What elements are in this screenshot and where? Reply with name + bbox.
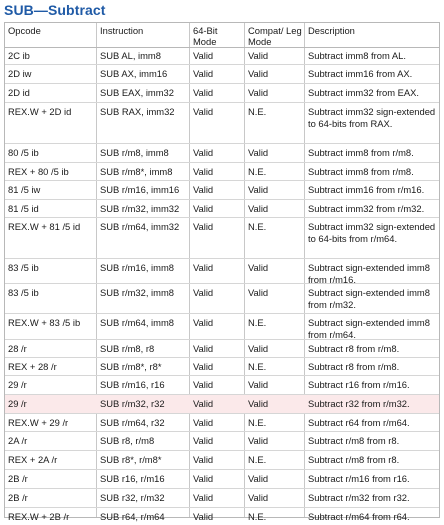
- cell-compat-mode: N.E.: [248, 317, 267, 328]
- cell-instruction: SUB r/m64, imm32: [100, 221, 180, 232]
- cell-instruction: SUB r/m16, imm8: [100, 262, 174, 273]
- cell-description: Subtract r8 from r/m8.: [308, 361, 400, 372]
- cell-instruction: SUB r/m64, imm8: [100, 317, 174, 328]
- cell-64bit-mode: Valid: [193, 106, 214, 117]
- cell-compat-mode: Valid: [248, 68, 269, 79]
- cell-64bit-mode: Valid: [193, 287, 214, 298]
- table-row: [5, 314, 439, 340]
- header-compat-leg-mode: Compat/ Leg Mode: [248, 25, 302, 47]
- cell-instruction: SUB r/m8*, r8*: [100, 361, 162, 372]
- table-row: [5, 200, 439, 218]
- cell-compat-mode: Valid: [248, 492, 269, 503]
- cell-instruction: SUB r/m8, imm8: [100, 147, 169, 158]
- cell-64bit-mode: Valid: [193, 166, 214, 177]
- cell-compat-mode: Valid: [248, 262, 269, 273]
- cell-opcode: 81 /5 id: [8, 203, 39, 214]
- cell-opcode: 28 /r: [8, 343, 27, 354]
- cell-opcode: 29 /r: [8, 379, 27, 390]
- cell-compat-mode: Valid: [248, 50, 269, 61]
- table-row: [5, 47, 439, 65]
- cell-opcode: REX.W + 81 /5 id: [8, 221, 81, 232]
- cell-64bit-mode: Valid: [193, 203, 214, 214]
- cell-instruction: SUB r8*, r/m8*: [100, 454, 162, 465]
- table-row: [5, 84, 439, 103]
- table-row: [5, 508, 439, 525]
- cell-instruction: SUB AL, imm8: [100, 50, 161, 61]
- cell-description: Subtract sign-extended imm8 from r/m64.: [308, 317, 430, 340]
- table-row: [5, 376, 439, 395]
- table-row: [5, 259, 439, 284]
- cell-description: Subtract imm16 from r/m16.: [308, 184, 425, 195]
- cell-compat-mode: N.E.: [248, 361, 267, 372]
- header-instruction: Instruction: [100, 25, 144, 36]
- cell-compat-mode: Valid: [248, 203, 269, 214]
- cell-instruction: SUB r32, r/m32: [100, 492, 165, 503]
- cell-opcode: REX.W + 29 /r: [8, 417, 69, 428]
- cell-description: Subtract imm16 from AX.: [308, 68, 413, 79]
- cell-instruction: SUB r/m16, imm16: [100, 184, 180, 195]
- cell-compat-mode: N.E.: [248, 454, 267, 465]
- cell-description: Subtract imm32 from EAX.: [308, 87, 419, 98]
- cell-64bit-mode: Valid: [193, 343, 214, 354]
- header-64bit-mode: 64-Bit Mode: [193, 25, 218, 47]
- cell-compat-mode: Valid: [248, 379, 269, 390]
- cell-instruction: SUB r64, r/m64: [100, 511, 165, 522]
- cell-64bit-mode: Valid: [193, 87, 214, 98]
- cell-instruction: SUB r8, r/m8: [100, 435, 155, 446]
- table-row: [5, 65, 439, 84]
- cell-description: Subtract r/m32 from r32.: [308, 492, 410, 503]
- cell-opcode: 29 /r: [8, 398, 27, 409]
- cell-instruction: SUB r/m8*, imm8: [100, 166, 173, 177]
- cell-description: Subtract r64 from r/m64.: [308, 417, 410, 428]
- cell-opcode: REX + 80 /5 ib: [8, 166, 69, 177]
- cell-instruction: SUB r16, r/m16: [100, 473, 165, 484]
- cell-64bit-mode: Valid: [193, 262, 214, 273]
- cell-description: Subtract sign-extended imm8 from r/m16.: [308, 262, 430, 285]
- header-opcode: Opcode: [8, 25, 41, 36]
- cell-64bit-mode: Valid: [193, 511, 214, 522]
- cell-opcode: 83 /5 ib: [8, 262, 39, 273]
- cell-description: Subtract imm32 from r/m32.: [308, 203, 425, 214]
- cell-opcode: 2B /r: [8, 473, 28, 484]
- opcode-table: [4, 22, 440, 522]
- cell-instruction: SUB EAX, imm32: [100, 87, 174, 98]
- cell-opcode: REX.W + 2B /r: [8, 511, 70, 522]
- cell-description: Subtract r/m8 from r8.: [308, 454, 400, 465]
- cell-opcode: 83 /5 ib: [8, 287, 39, 298]
- cell-description: Subtract r/m64 from r64.: [308, 511, 410, 522]
- cell-64bit-mode: Valid: [193, 492, 214, 503]
- header-description: Description: [308, 25, 355, 36]
- cell-64bit-mode: Valid: [193, 435, 214, 446]
- cell-64bit-mode: Valid: [193, 454, 214, 465]
- cell-compat-mode: N.E.: [248, 417, 267, 428]
- cell-description: Subtract r16 from r/m16.: [308, 379, 410, 390]
- cell-description: Subtract imm32 sign-extended to 64-bits from r/m64.: [308, 221, 436, 244]
- cell-opcode: 2C ib: [8, 50, 30, 61]
- cell-64bit-mode: Valid: [193, 361, 214, 372]
- cell-compat-mode: Valid: [248, 343, 269, 354]
- cell-64bit-mode: Valid: [193, 379, 214, 390]
- cell-compat-mode: Valid: [248, 287, 269, 298]
- cell-64bit-mode: Valid: [193, 68, 214, 79]
- cell-instruction: SUB r/m32, imm8: [100, 287, 174, 298]
- cell-64bit-mode: Valid: [193, 147, 214, 158]
- table-row: [5, 163, 439, 181]
- cell-64bit-mode: Valid: [193, 317, 214, 328]
- cell-compat-mode: N.E.: [248, 106, 267, 117]
- table-row: [5, 395, 439, 414]
- cell-compat-mode: N.E.: [248, 166, 267, 177]
- cell-description: Subtract imm8 from r/m8.: [308, 147, 414, 158]
- page-title: SUB—Subtract: [4, 2, 106, 18]
- cell-opcode: 2A /r: [8, 435, 28, 446]
- cell-opcode: REX + 2A /r: [8, 454, 58, 465]
- cell-instruction: SUB AX, imm16: [100, 68, 168, 79]
- table-row: [5, 358, 439, 376]
- table-row: [5, 218, 439, 259]
- table-row: [5, 414, 439, 432]
- cell-instruction: SUB r/m32, imm32: [100, 203, 180, 214]
- cell-64bit-mode: Valid: [193, 473, 214, 484]
- cell-instruction: SUB r/m8, r8: [100, 343, 155, 354]
- cell-compat-mode: Valid: [248, 398, 269, 409]
- cell-instruction: SUB r/m16, r16: [100, 379, 165, 390]
- cell-description: Subtract imm32 sign-extended to 64-bits from RAX.: [308, 106, 436, 129]
- cell-64bit-mode: Valid: [193, 221, 214, 232]
- cell-instruction: SUB RAX, imm32: [100, 106, 175, 117]
- cell-compat-mode: Valid: [248, 435, 269, 446]
- cell-64bit-mode: Valid: [193, 184, 214, 195]
- cell-opcode: 80 /5 ib: [8, 147, 39, 158]
- cell-description: Subtract r/m8 from r8.: [308, 435, 400, 446]
- cell-description: Subtract imm8 from r/m8.: [308, 166, 414, 177]
- cell-opcode: 2D iw: [8, 68, 32, 79]
- cell-opcode: REX.W + 2D id: [8, 106, 72, 117]
- cell-description: Subtract r32 from r/m32.: [308, 398, 410, 409]
- cell-description: Subtract r/m16 from r16.: [308, 473, 410, 484]
- cell-instruction: SUB r/m64, r32: [100, 417, 165, 428]
- cell-64bit-mode: Valid: [193, 50, 214, 61]
- cell-opcode: REX.W + 83 /5 ib: [8, 317, 81, 328]
- table-row: [5, 144, 439, 163]
- table-row: [5, 181, 439, 200]
- cell-opcode: 2B /r: [8, 492, 28, 503]
- cell-compat-mode: Valid: [248, 147, 269, 158]
- cell-opcode: 81 /5 iw: [8, 184, 41, 195]
- cell-opcode: 2D id: [8, 87, 30, 98]
- table-row: [5, 489, 439, 508]
- cell-compat-mode: Valid: [248, 87, 269, 98]
- cell-64bit-mode: Valid: [193, 417, 214, 428]
- table-row: [5, 103, 439, 144]
- cell-description: Subtract sign-extended imm8 from r/m32.: [308, 287, 430, 310]
- table-body: [5, 47, 439, 525]
- table-row: [5, 470, 439, 489]
- cell-compat-mode: N.E.: [248, 511, 267, 522]
- table-row: [5, 340, 439, 358]
- table-row: [5, 284, 439, 314]
- cell-description: Subtract r8 from r/m8.: [308, 343, 400, 354]
- cell-description: Subtract imm8 from AL.: [308, 50, 406, 61]
- cell-compat-mode: Valid: [248, 473, 269, 484]
- table-row: [5, 432, 439, 451]
- cell-opcode: REX + 28 /r: [8, 361, 57, 372]
- cell-compat-mode: Valid: [248, 184, 269, 195]
- table-header: [5, 23, 439, 48]
- cell-instruction: SUB r/m32, r32: [100, 398, 165, 409]
- cell-64bit-mode: Valid: [193, 398, 214, 409]
- table-row: [5, 451, 439, 470]
- cell-compat-mode: N.E.: [248, 221, 267, 232]
